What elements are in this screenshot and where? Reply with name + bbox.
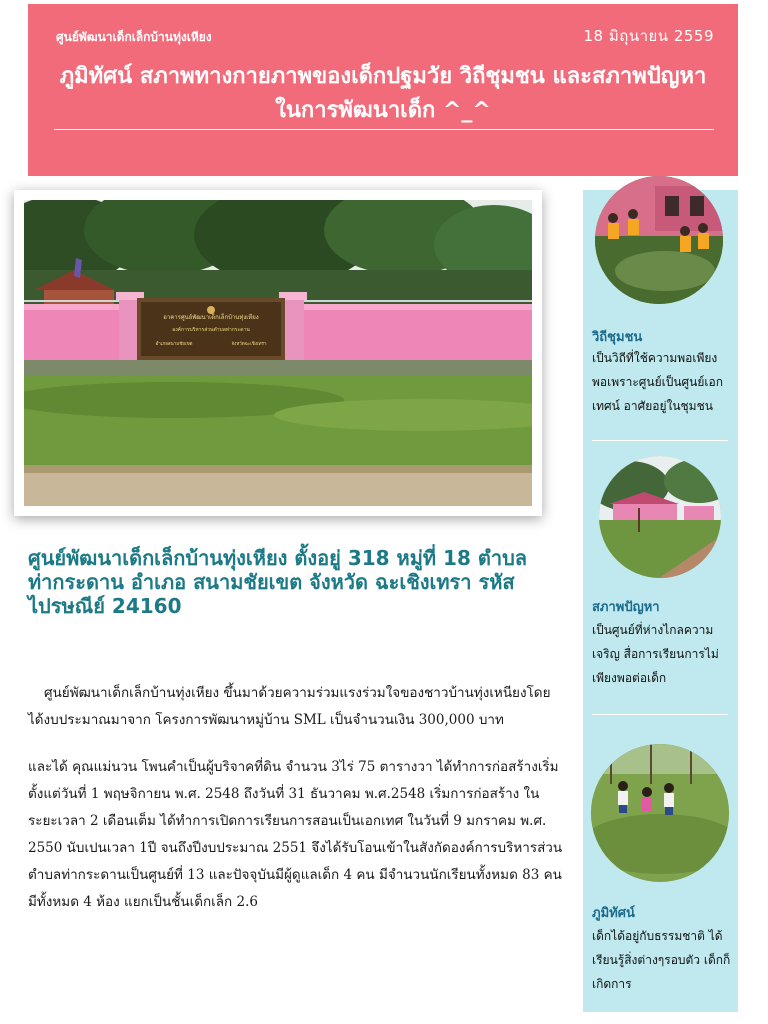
sidebar-text-1: เป็นวิถีที่ใช้ความพอเพียงพอเพราะศูนย์เป็นศูนย์เอกเทศน์ อาศัยอยู่ในชุมชน xyxy=(592,351,723,413)
article-paragraph-2: และได้ คุณแม่นวน โพนคำเป็นผู้บริจาคที่ดิน จำนวน 3ไร่ 75 ตารางวา ได้ทำการก่อสร้างเริ่มตั้งแต่วันที่ 1 พฤษจิกายน พ.ศ. 2548 ถึงวันที่ 31 ธันวาคม พ.ศ.2548 เริ่มการก่อสร้าง ในระยะเวลา 2 เดือนเต็ม ได้ทำการเปิดการเรียนการสอนเป็นเอกเทศ ในวันที่ 9 มกราคม พ.ศ. 2550 นับเปนเวลา 1ปี จนถึงปีงบประมาณ 2551 จึงได้รับโอนเข้าในสังกัดองค์การบริหารส่วนตำบลท่ากระดานเป็นศูนย์ที่ 13 และปัจจุบันมีผู้ดูแลเด็ก 4 คน มีจำนวนนักเรียนทั้งหมด 83 คน มีทั้งหมด 4 ห้อง แยกเป็นชั้นเด็กเล็ก 2.6 xyxy=(28,759,563,910)
sign-line2: องค์การบริหารส่วนตำบลท่ากระดาน xyxy=(172,327,250,333)
sidebar-photo-children-garden xyxy=(595,176,723,304)
school-entrance-illustration xyxy=(24,200,532,506)
sidebar-heading-2: สภาพปัญหา xyxy=(592,600,660,615)
header-banner xyxy=(28,4,738,176)
sign-line1: อาคารศูนย์พัฒนาเด็กเล็กบ้านทุ่งเหียง xyxy=(163,314,259,321)
sign-line3-right: จังหวัดฉะเชิงเทรา xyxy=(231,342,267,347)
article-headline: ศูนย์พัฒนาเด็กเล็กบ้านทุ่งเหียง ตั้งอยู่ 318 หมู่ที่ 18 ตำบลท่ากระดาน อำเภอ สนามชัยเขต จังหวัด ฉะเชิงเทรา รหัสไปรษณีย์ 24160 xyxy=(28,546,528,618)
children-field-illustration xyxy=(591,744,729,882)
sidebar-photo-school-building xyxy=(599,456,721,578)
sidebar-photo-children-field xyxy=(591,744,729,882)
sidebar-divider-2 xyxy=(592,714,728,715)
sidebar-divider-1 xyxy=(592,440,728,441)
main-photo-frame xyxy=(14,190,542,516)
sidebar xyxy=(583,190,738,1012)
sign-line3-left: อำเภอสนามชัยเขต xyxy=(155,342,193,347)
main-photo xyxy=(24,200,532,506)
org-name: ศูนย์พัฒนาเด็กเล็กบ้านทุ่งเหียง xyxy=(56,30,212,44)
school-building-illustration xyxy=(599,456,721,578)
header-divider xyxy=(54,129,714,130)
article-body xyxy=(28,680,564,916)
children-garden-illustration xyxy=(595,176,723,304)
sidebar-text-3: เด็กได้อยู่กับธรรมชาติ ได้เรียนรู้สิ่งต่างๆรอบตัว เด็กก็เกิดการ xyxy=(592,929,731,991)
sidebar-text-2: เป็นศูนย์ที่ห่างไกลความเจริญ สื่อการเรียนการไม่เพียงพอต่อเด็ก xyxy=(592,623,719,685)
issue-date: 18 มิถุนายน 2559 xyxy=(583,27,714,45)
article-paragraph-1: ศูนย์พัฒนาเด็กเล็กบ้านทุ่งเหียง ขึ้นมาด้วยความร่วมแรงร่วมใจของชาวบ้านทุ่งเหนียงโดยได้งบประมาณมาจาก โครงการพัฒนาหมู่บ้าน SML เป็นจำนวนเงิน 300,000 บาท xyxy=(28,685,551,728)
sidebar-heading-3: ภูมิทัศน์ xyxy=(592,906,635,921)
sidebar-heading-1: วิถีชุมชน xyxy=(592,330,643,345)
page-title: ภูมิทัศน์ สภาพทางกายภาพของเด็กปฐมวัย วิถีชุมชน และสภาพปัญหาในการพัฒนาเด็ก ^_^ xyxy=(59,64,707,123)
